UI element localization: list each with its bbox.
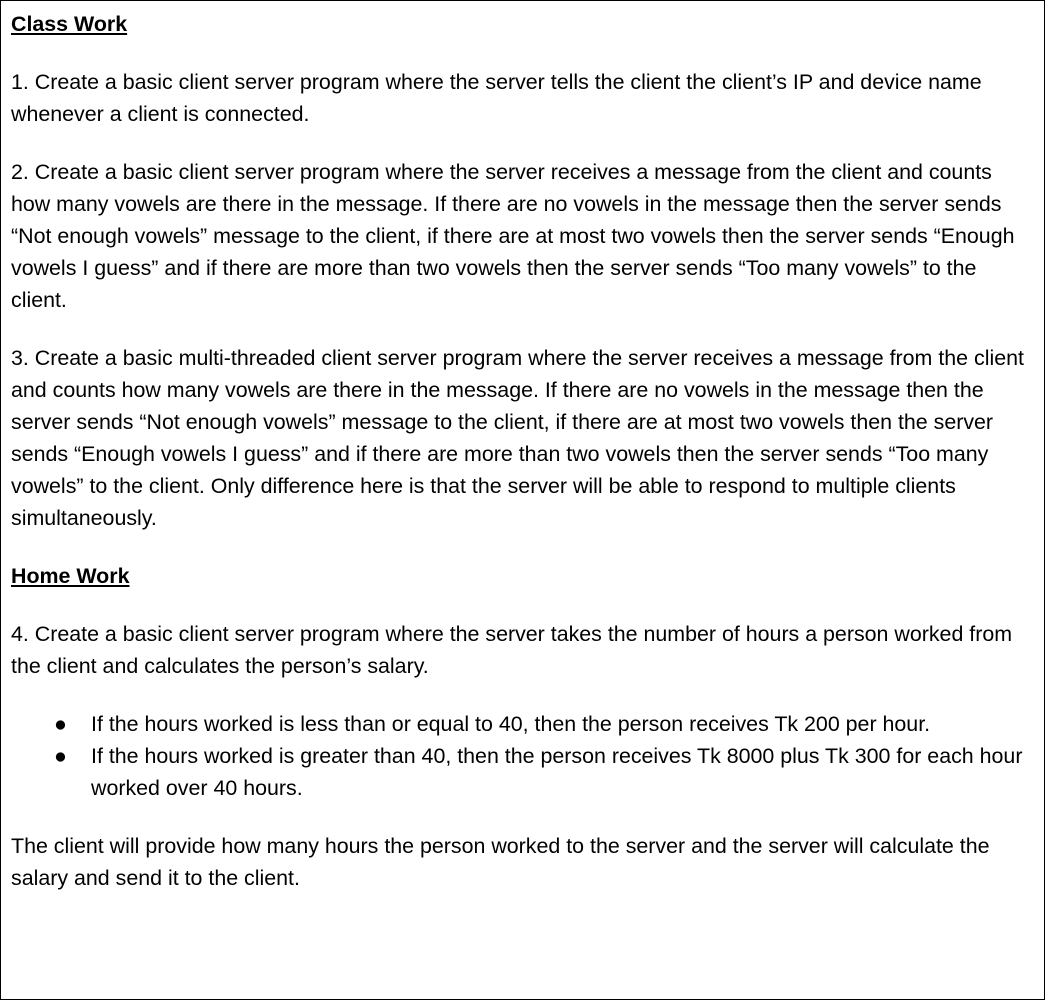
list-item: [11, 708, 1034, 740]
task-4-text: 4. Create a basic client server program where the server takes the number of hours a person worked from the client and calculates the person’s salary.: [11, 622, 1013, 678]
home-work-heading: Home Work: [11, 564, 130, 588]
salary-rules-list: [11, 708, 1034, 804]
closing-text: The client will provide how many hours the person worked to the server and the server will calculate the salary and send it to the client.: [11, 834, 990, 890]
class-work-heading: Class Work: [11, 12, 128, 36]
task-3-text: 3. Create a basic multi-threaded client server program where the server receives a message from the client and counts how many vowels are there in the message. If there are no vowels in the message then the server sends “Not enough vowels” message to the client, if there are at most two vowels then the server sends “Enough vowels I guess” and if there are more than two vowels then the server sends “Too many vowels” to the client. Only difference here is that the server will be able to respond to multiple clients simultaneously.: [11, 346, 1024, 530]
bullet-icon: ●: [54, 744, 67, 768]
list-item: [11, 740, 1034, 804]
bullet-icon: ●: [54, 712, 67, 736]
salary-rule-2: If the hours worked is greater than 40, then the person receives Tk 8000 plus Tk 300 for each hour worked over 40 hours.: [91, 744, 1023, 800]
salary-rule-1: If the hours worked is less than or equal to 40, then the person receives Tk 200 per hour.: [91, 712, 931, 736]
task-2-text: 2. Create a basic client server program where the server receives a message from the client and counts how many vowels are there in the message. If there are no vowels in the message then the server sends “Not enough vowels” message to the client, if there are at most two vowels then the server sends “Enough vowels I guess” and if there are more than two vowels then the server sends “Too many vowels” to the client.: [11, 160, 1015, 312]
task-1-text: 1. Create a basic client server program where the server tells the client the client’s IP and device name whenever a client is connected.: [11, 70, 982, 126]
